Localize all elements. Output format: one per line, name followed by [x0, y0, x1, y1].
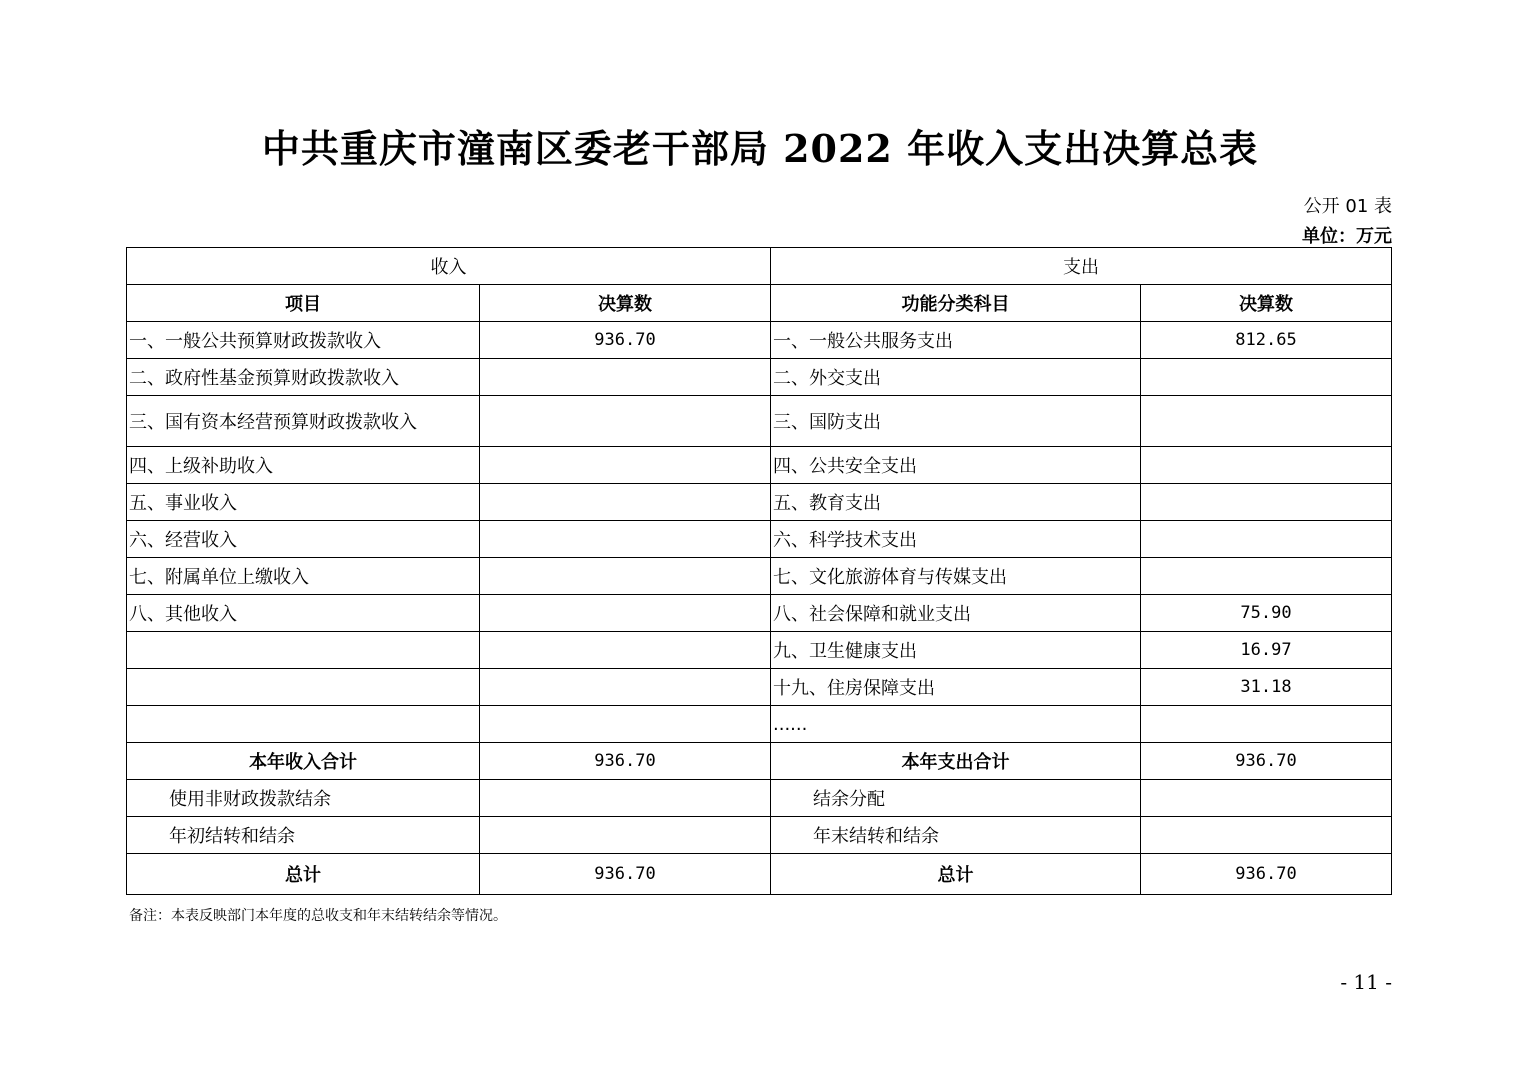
- income-amount-header: 决算数: [480, 285, 771, 322]
- expense-item: 七、文化旅游体育与传媒支出: [771, 558, 1141, 595]
- expense-amount: [1141, 706, 1392, 743]
- begin-balance-value: [480, 817, 771, 854]
- expense-total-label: 本年支出合计: [771, 743, 1141, 780]
- unit-label: 单位：万元: [1302, 226, 1392, 247]
- expense-item: 一、一般公共服务支出: [771, 322, 1141, 359]
- surplus-distribution-label: 结余分配: [771, 780, 1141, 817]
- expense-amount: 16.97: [1141, 632, 1392, 669]
- budget-table: [126, 247, 1392, 895]
- expense-item: 十九、住房保障支出: [771, 669, 1141, 706]
- expense-item: 八、社会保障和就业支出: [771, 595, 1141, 632]
- expense-item: 九、卫生健康支出: [771, 632, 1141, 669]
- expense-item: 二、外交支出: [771, 359, 1141, 396]
- income-item: 七、附属单位上缴收入: [127, 558, 480, 595]
- income-item: [127, 706, 480, 743]
- table-row: [127, 359, 1392, 396]
- expense-amount: 75.90: [1141, 595, 1392, 632]
- table-row: [127, 632, 1392, 669]
- income-item: [127, 632, 480, 669]
- income-amount: [480, 669, 771, 706]
- balance-row: [127, 780, 1392, 817]
- non-fiscal-balance-label: 使用非财政拨款结余: [127, 780, 480, 817]
- page-number: - 11 -: [1340, 970, 1392, 994]
- grand-income-label: 总计: [127, 854, 480, 895]
- section-header-row: [127, 248, 1392, 285]
- expense-header: 支出: [771, 248, 1392, 285]
- income-amount: [480, 447, 771, 484]
- footnote: 备注：本表反映部门本年度的总收支和年末结转结余等情况。: [129, 908, 507, 924]
- expense-amount-header: 决算数: [1141, 285, 1392, 322]
- expense-amount: [1141, 359, 1392, 396]
- income-item: 四、上级补助收入: [127, 447, 480, 484]
- expense-amount: [1141, 396, 1392, 447]
- table-row: [127, 521, 1392, 558]
- expense-item: 三、国防支出: [771, 396, 1141, 447]
- table-row: [127, 447, 1392, 484]
- expense-amount: [1141, 521, 1392, 558]
- table-code: 公开 01 表: [1303, 196, 1392, 217]
- page-title: 中共重庆市潼南区委老干部局 2022 年收入支出决算总表: [261, 126, 1259, 171]
- income-total-label: 本年收入合计: [127, 743, 480, 780]
- income-item: 五、事业收入: [127, 484, 480, 521]
- expense-item: 五、教育支出: [771, 484, 1141, 521]
- expense-item: 四、公共安全支出: [771, 447, 1141, 484]
- income-item: 三、国有资本经营预算财政拨款收入: [127, 396, 480, 447]
- income-amount: [480, 396, 771, 447]
- expense-amount: [1141, 558, 1392, 595]
- income-item: 一、一般公共预算财政拨款收入: [127, 322, 480, 359]
- table-row: [127, 322, 1392, 359]
- income-item: 八、其他收入: [127, 595, 480, 632]
- expense-item: 六、科学技术支出: [771, 521, 1141, 558]
- income-total-value: 936.70: [480, 743, 771, 780]
- year-total-row: [127, 743, 1392, 780]
- end-balance-value: [1141, 817, 1392, 854]
- expense-item-header: 功能分类科目: [771, 285, 1141, 322]
- table-row: [127, 669, 1392, 706]
- expense-amount: 31.18: [1141, 669, 1392, 706]
- carryover-row: [127, 817, 1392, 854]
- surplus-distribution-value: [1141, 780, 1392, 817]
- income-item-header: 项目: [127, 285, 480, 322]
- column-header-row: [127, 285, 1392, 322]
- grand-expense-value: 936.70: [1141, 854, 1392, 895]
- expense-amount: [1141, 447, 1392, 484]
- grand-income-value: 936.70: [480, 854, 771, 895]
- income-amount: [480, 595, 771, 632]
- income-amount: [480, 558, 771, 595]
- grand-total-row: [127, 854, 1392, 895]
- income-item: 六、经营收入: [127, 521, 480, 558]
- income-amount: [480, 632, 771, 669]
- expense-item: ......: [771, 706, 1141, 743]
- table-row: [127, 396, 1392, 447]
- end-balance-label: 年末结转和结余: [771, 817, 1141, 854]
- income-item: [127, 669, 480, 706]
- table-row: [127, 558, 1392, 595]
- income-amount: [480, 706, 771, 743]
- begin-balance-label: 年初结转和结余: [127, 817, 480, 854]
- income-amount: [480, 484, 771, 521]
- income-header: 收入: [127, 248, 771, 285]
- expense-total-value: 936.70: [1141, 743, 1392, 780]
- income-amount: [480, 359, 771, 396]
- table-row: [127, 484, 1392, 521]
- non-fiscal-balance-value: [480, 780, 771, 817]
- expense-amount: [1141, 484, 1392, 521]
- grand-expense-label: 总计: [771, 854, 1141, 895]
- income-amount: 936.70: [480, 322, 771, 359]
- table-row: [127, 706, 1392, 743]
- income-amount: [480, 521, 771, 558]
- expense-amount: 812.65: [1141, 322, 1392, 359]
- income-item: 二、政府性基金预算财政拨款收入: [127, 359, 480, 396]
- table-row: [127, 595, 1392, 632]
